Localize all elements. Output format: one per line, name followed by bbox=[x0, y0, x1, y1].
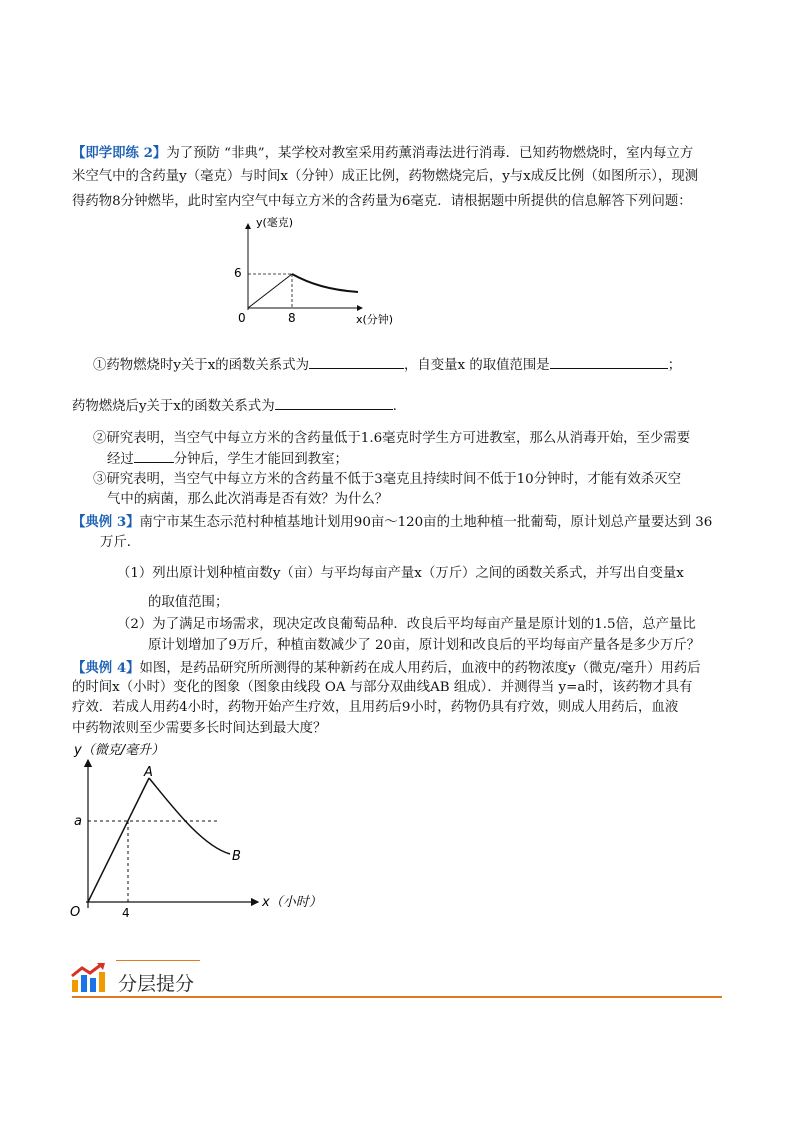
example4-line1 bbox=[72, 659, 701, 678]
example4-x-label: x（小时） bbox=[262, 895, 322, 910]
practice2-q2c: 分钟后，学生才能回到教室； bbox=[173, 452, 348, 467]
practice2-x-tick: 8 bbox=[288, 311, 296, 325]
answer-blank bbox=[134, 450, 174, 463]
practice2-q3a: ③研究表明，当空气中每立方米的含药量不低于3毫克且持续时间不低于10分钟时，才能有效杀灭空 bbox=[93, 472, 681, 487]
practice2-line2: 米空气中的含药量y（毫克）与时间x（分钟）成正比例，药物燃烧完后，y与x成反比例（如图所示），现测 bbox=[72, 169, 699, 184]
segment-oa bbox=[88, 778, 149, 902]
practice2-origin: 0 bbox=[238, 311, 246, 325]
example4-y-tick: a bbox=[74, 814, 82, 829]
example4-line3: 疗效．若成人用药4小时，药物开始产生疗效，且用药后9小时，药物仍具有疗效，则成人用药后，血液 bbox=[72, 700, 679, 715]
practice2-q1-row1 bbox=[93, 356, 681, 375]
practice2-q1e: . bbox=[392, 399, 397, 414]
example3-tag: 【典例 3】 bbox=[72, 514, 140, 530]
example4-x-tick: 4 bbox=[122, 906, 130, 920]
example3-line2: 万斤． bbox=[100, 535, 141, 550]
answer-blank bbox=[550, 356, 668, 369]
practice2-q1b: ，自变量x 的取值范围是 bbox=[403, 358, 550, 373]
example3-line1 bbox=[72, 513, 712, 532]
practice2-line1-text: 为了预防 “非典”，某学校对教室采用药薰消毒法进行消毒．已知药物燃烧时，室内每立方 bbox=[166, 146, 694, 161]
example3-q1a: （1）列出原计划种植亩数y（亩）与平均每亩产量x（万斤）之间的函数关系式，并写出自变量x bbox=[117, 566, 684, 581]
example3-q1b: 的取值范围； bbox=[148, 595, 229, 610]
practice2-y-label: y(毫克) bbox=[256, 216, 294, 229]
practice2-q3b: 气中的病菌，那么此次消毒是否有效？为什么？ bbox=[107, 492, 389, 507]
section-title-overline bbox=[116, 960, 200, 961]
practice2-graph bbox=[220, 210, 420, 330]
example4-origin: O bbox=[70, 905, 81, 920]
example4-point-b: B bbox=[232, 849, 241, 864]
example3-q2a: （2）为了满足市场需求，现决定改良葡萄品种．改良后平均每亩产量是原计划的1.5倍，总产量比 bbox=[117, 617, 696, 632]
section-title: 分层提分 bbox=[118, 973, 195, 995]
answer-blank bbox=[275, 397, 393, 410]
practice2-line3: 得药物8分钟燃毕，此时室内空气中每立方米的含药量为6毫克．请根据题中所提供的信息解答下列问题： bbox=[72, 194, 692, 209]
practice2-q1-row2 bbox=[72, 397, 397, 416]
example4-graph bbox=[62, 738, 342, 923]
example4-line2: 的时间x（小时）变化的图象（图象由线段 OA 与部分双曲线AB 组成）．并测得当 y=a时，该药物才具有 bbox=[72, 680, 693, 695]
practice2-q1c: ； bbox=[667, 358, 682, 373]
practice2-rising-segment bbox=[248, 274, 292, 308]
example3-line1-text: 南宁市某生态示范村种植基地计划用90亩～120亩的土地种植一批葡萄，原计划总产量要达到 36 bbox=[139, 515, 713, 530]
practice2-decay-curve bbox=[292, 274, 358, 292]
practice2-q2a: ②研究表明，当空气中每立方米的含药量低于1.6毫克时学生方可进教室，那么从消毒开始，至少需要 bbox=[93, 431, 691, 446]
example4-line4: 中药物浓则至少需要多长时间达到最大度？ bbox=[72, 721, 327, 736]
example4-line1-text: 如图，是药品研究所所测得的某种新药在成人用药后，血液中的药物浓度y（微克/毫升）用药后 bbox=[139, 661, 701, 676]
example4-y-label: y（微克/毫升） bbox=[74, 743, 165, 758]
hyperbola-ab bbox=[149, 778, 230, 854]
section-divider bbox=[72, 996, 722, 998]
example4-point-a: A bbox=[144, 765, 153, 780]
practice2-line1 bbox=[72, 144, 693, 163]
practice2-tag: 【即学即练 2】 bbox=[72, 145, 167, 161]
example4-tag: 【典例 4】 bbox=[72, 660, 140, 676]
practice2-q2-row2 bbox=[107, 450, 348, 469]
practice2-x-label: x(分钟) bbox=[356, 313, 394, 326]
answer-blank bbox=[309, 356, 404, 369]
practice2-y-tick: 6 bbox=[234, 266, 242, 280]
practice2-q2b: 经过 bbox=[107, 452, 134, 467]
chart-growth-icon bbox=[70, 962, 108, 994]
practice2-q1d: 药物燃烧后y关于x的函数关系式为 bbox=[72, 399, 275, 414]
example3-q2b: 原计划增加了9万斤，种植亩数减少了 20亩，原计划和改良后的平均每亩产量各是多少万斤？ bbox=[148, 638, 701, 653]
practice2-q1a: ①药物燃烧时y关于x的函数关系式为 bbox=[93, 358, 309, 373]
